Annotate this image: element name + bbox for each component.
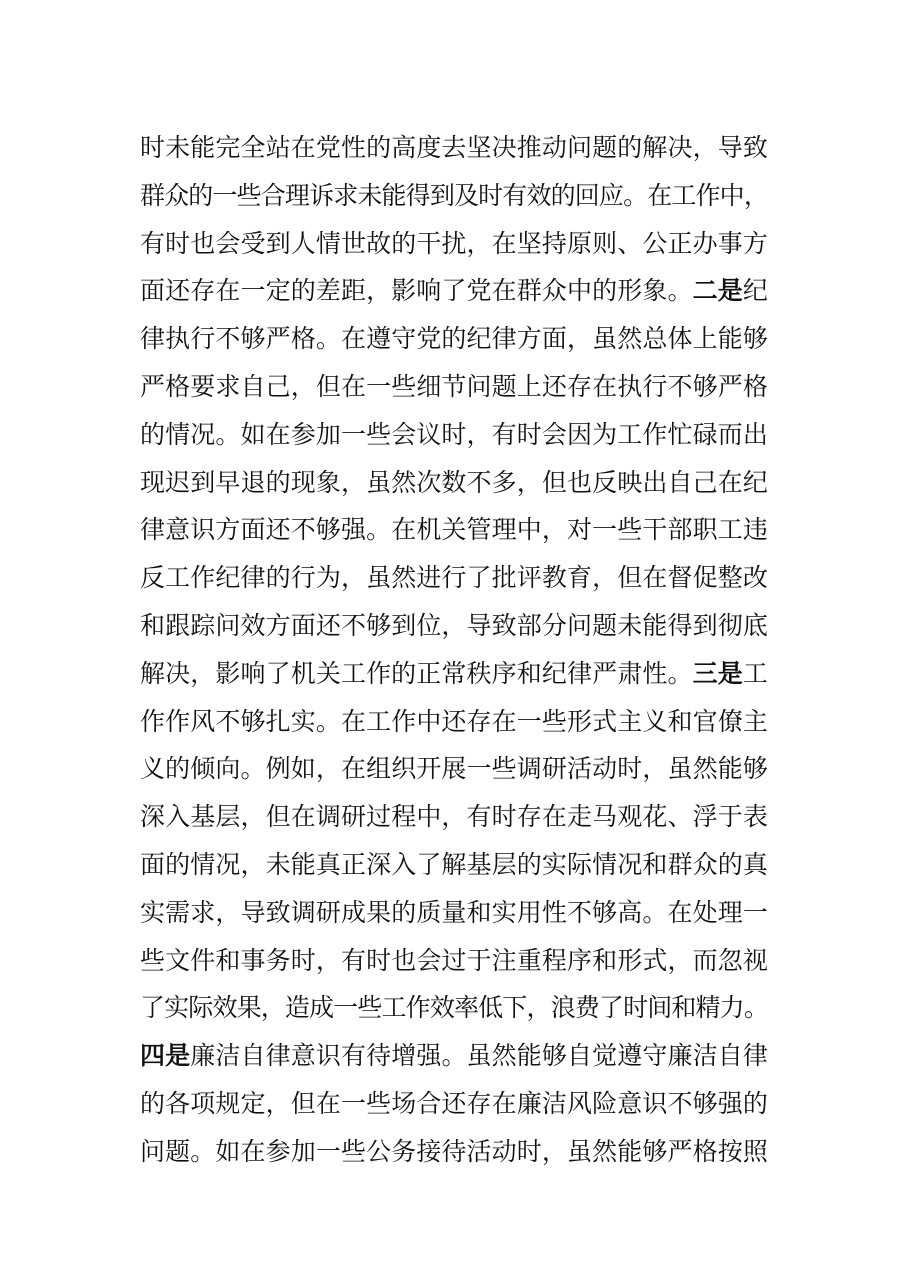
text-run: 深入基层，但在调研过程中，有时存在走马观花、浮于表 (140, 802, 768, 832)
text-line (140, 1032, 780, 1080)
text-run: 义的倾向。例如，在组织开展一些调研活动时，虽然能够 (140, 754, 768, 784)
text-line (140, 745, 780, 793)
text-run: 严格要求自己，但在一些细节问题上还存在执行不够严格 (140, 371, 768, 401)
text-run: 问题。如在参加一些公务接待活动时，虽然能够严格按照 (140, 1136, 768, 1166)
text-run: 工 (742, 658, 768, 688)
text-run: 和跟踪问效方面还不够到位，导致部分问题未能得到彻底 (140, 610, 768, 640)
text-run: 的情况。如在参加一些会议时，有时会因为工作忙碌而出 (140, 419, 768, 449)
text-run: 群众的一些合理诉求未能得到及时有效的回应。在工作中， (140, 180, 768, 210)
text-line (140, 506, 780, 554)
text-run: 解决，影响了机关工作的正常秩序和纪律严肃性。 (140, 658, 693, 688)
text-run: 律执行不够严格。在遵守党的纪律方面，虽然总体上能够 (140, 324, 768, 354)
bold-heading-marker: 三是 (692, 658, 743, 688)
text-line (140, 554, 780, 602)
text-line (140, 698, 780, 746)
text-line (140, 793, 780, 841)
text-line (140, 1128, 780, 1176)
text-line (140, 459, 780, 507)
text-line (140, 315, 780, 363)
text-run: 了实际效果，造成一些工作效率低下，浪费了时间和精力。 (140, 993, 768, 1023)
text-line (140, 220, 780, 268)
text-line (140, 411, 780, 459)
bold-heading-marker: 四是 (140, 1041, 191, 1071)
text-line (140, 267, 780, 315)
text-line (140, 937, 780, 985)
text-line (140, 889, 780, 937)
text-run: 廉洁自律意识有待增强。虽然能够自觉遵守廉洁自律 (190, 1041, 768, 1071)
text-run: 作作风不够扎实。在工作中还存在一些形式主义和官僚主 (140, 706, 768, 736)
text-run: 反工作纪律的行为，虽然进行了批评教育，但在督促整改 (140, 563, 768, 593)
text-line (140, 650, 780, 698)
body-text (140, 124, 780, 1176)
text-line (140, 841, 780, 889)
text-run: 的各项规定，但在一些场合还存在廉洁风险意识不够强的 (140, 1088, 768, 1118)
text-line (140, 984, 780, 1032)
bold-heading-marker: 二是 (692, 276, 743, 306)
text-run: 现迟到早退的现象，虽然次数不多，但也反映出自己在纪 (140, 467, 768, 497)
text-line (140, 124, 780, 172)
text-run: 纪 (742, 276, 768, 306)
text-line (140, 1080, 780, 1128)
text-line (140, 172, 780, 220)
text-run: 面还存在一定的差距，影响了党在群众中的形象。 (140, 276, 693, 306)
text-run: 面的情况，未能真正深入了解基层的实际情况和群众的真 (140, 849, 768, 879)
text-run: 些文件和事务时，有时也会过于注重程序和形式，而忽视 (140, 945, 768, 975)
text-run: 时未能完全站在党性的高度去坚决推动问题的解决，导致 (140, 133, 768, 162)
text-run: 有时也会受到人情世故的干扰，在坚持原则、公正办事方 (140, 228, 768, 258)
text-run: 律意识方面还不够强。在机关管理中，对一些干部职工违 (140, 515, 768, 545)
text-run: 实需求，导致调研成果的质量和实用性不够高。在处理一 (140, 897, 768, 927)
text-line (140, 602, 780, 650)
text-line (140, 363, 780, 411)
